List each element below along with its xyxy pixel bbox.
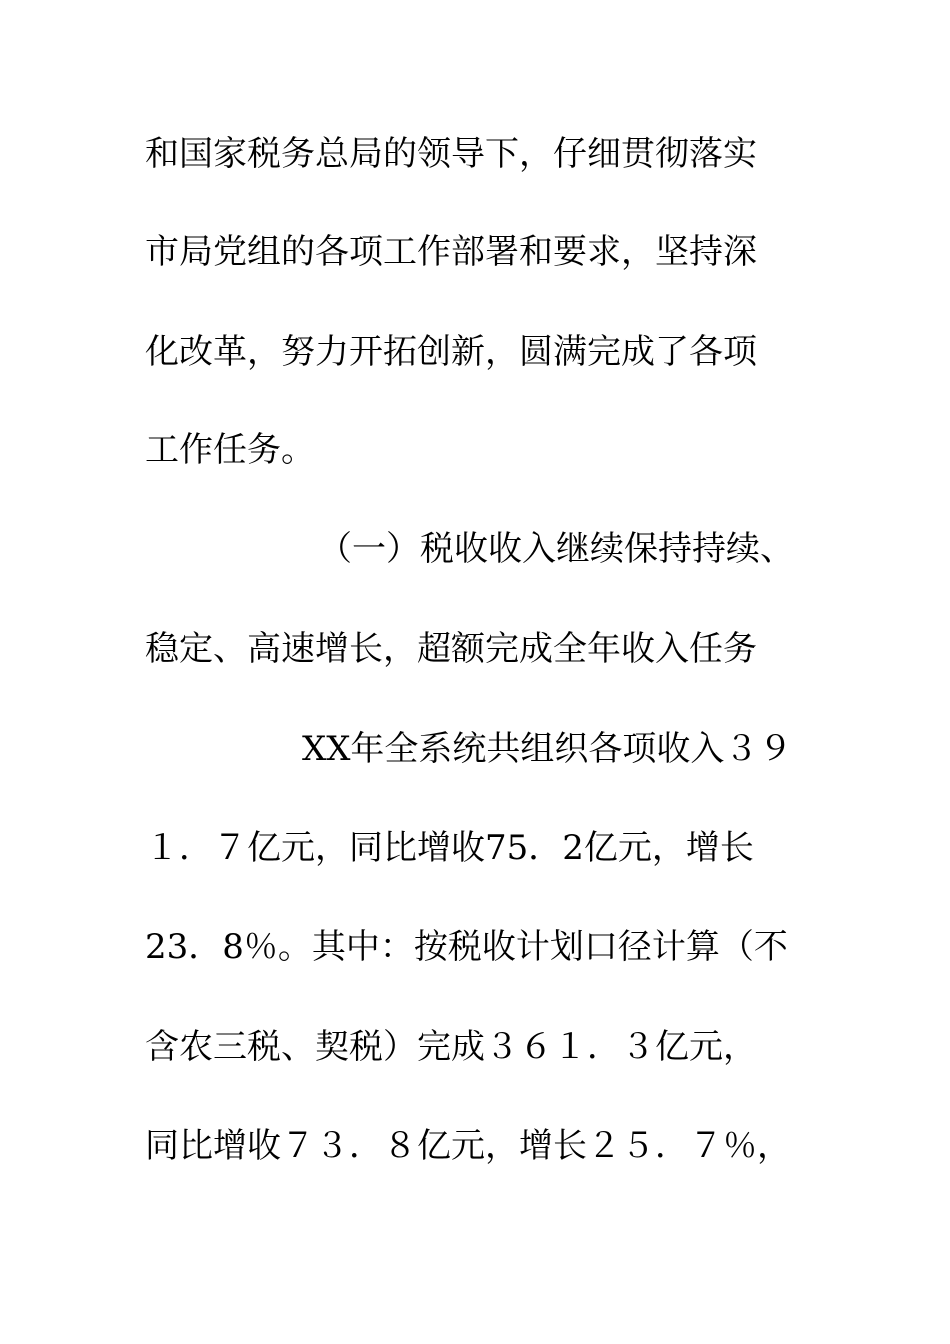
paragraph-line: 市局党组的各项工作部署和要求，坚持深 xyxy=(145,232,757,272)
paragraph-line: XX年全系统共组织各项收入３９ xyxy=(302,729,793,769)
paragraph-line: 化改革，努力开拓创新，圆满完成了各项 xyxy=(145,332,757,372)
paragraph-line: 和国家税务总局的领导下，仔细贯彻落实 xyxy=(145,134,757,174)
paragraph-line: 23．8％。其中：按税收计划口径计算（不 xyxy=(145,927,788,967)
section-heading-line: 稳定、高速增长，超额完成全年收入任务 xyxy=(145,629,757,669)
section-heading-line: （一）税收收入继续保持持续、 xyxy=(318,529,794,569)
paragraph-line: 同比增收７３．８亿元，增长２５．７％， xyxy=(145,1126,791,1166)
paragraph-line: １．７亿元，同比增收75．2亿元，增长 xyxy=(145,828,754,868)
paragraph-line: 工作任务。 xyxy=(145,430,315,470)
paragraph-line: 含农三税、契税）完成３６１．３亿元， xyxy=(145,1027,757,1067)
